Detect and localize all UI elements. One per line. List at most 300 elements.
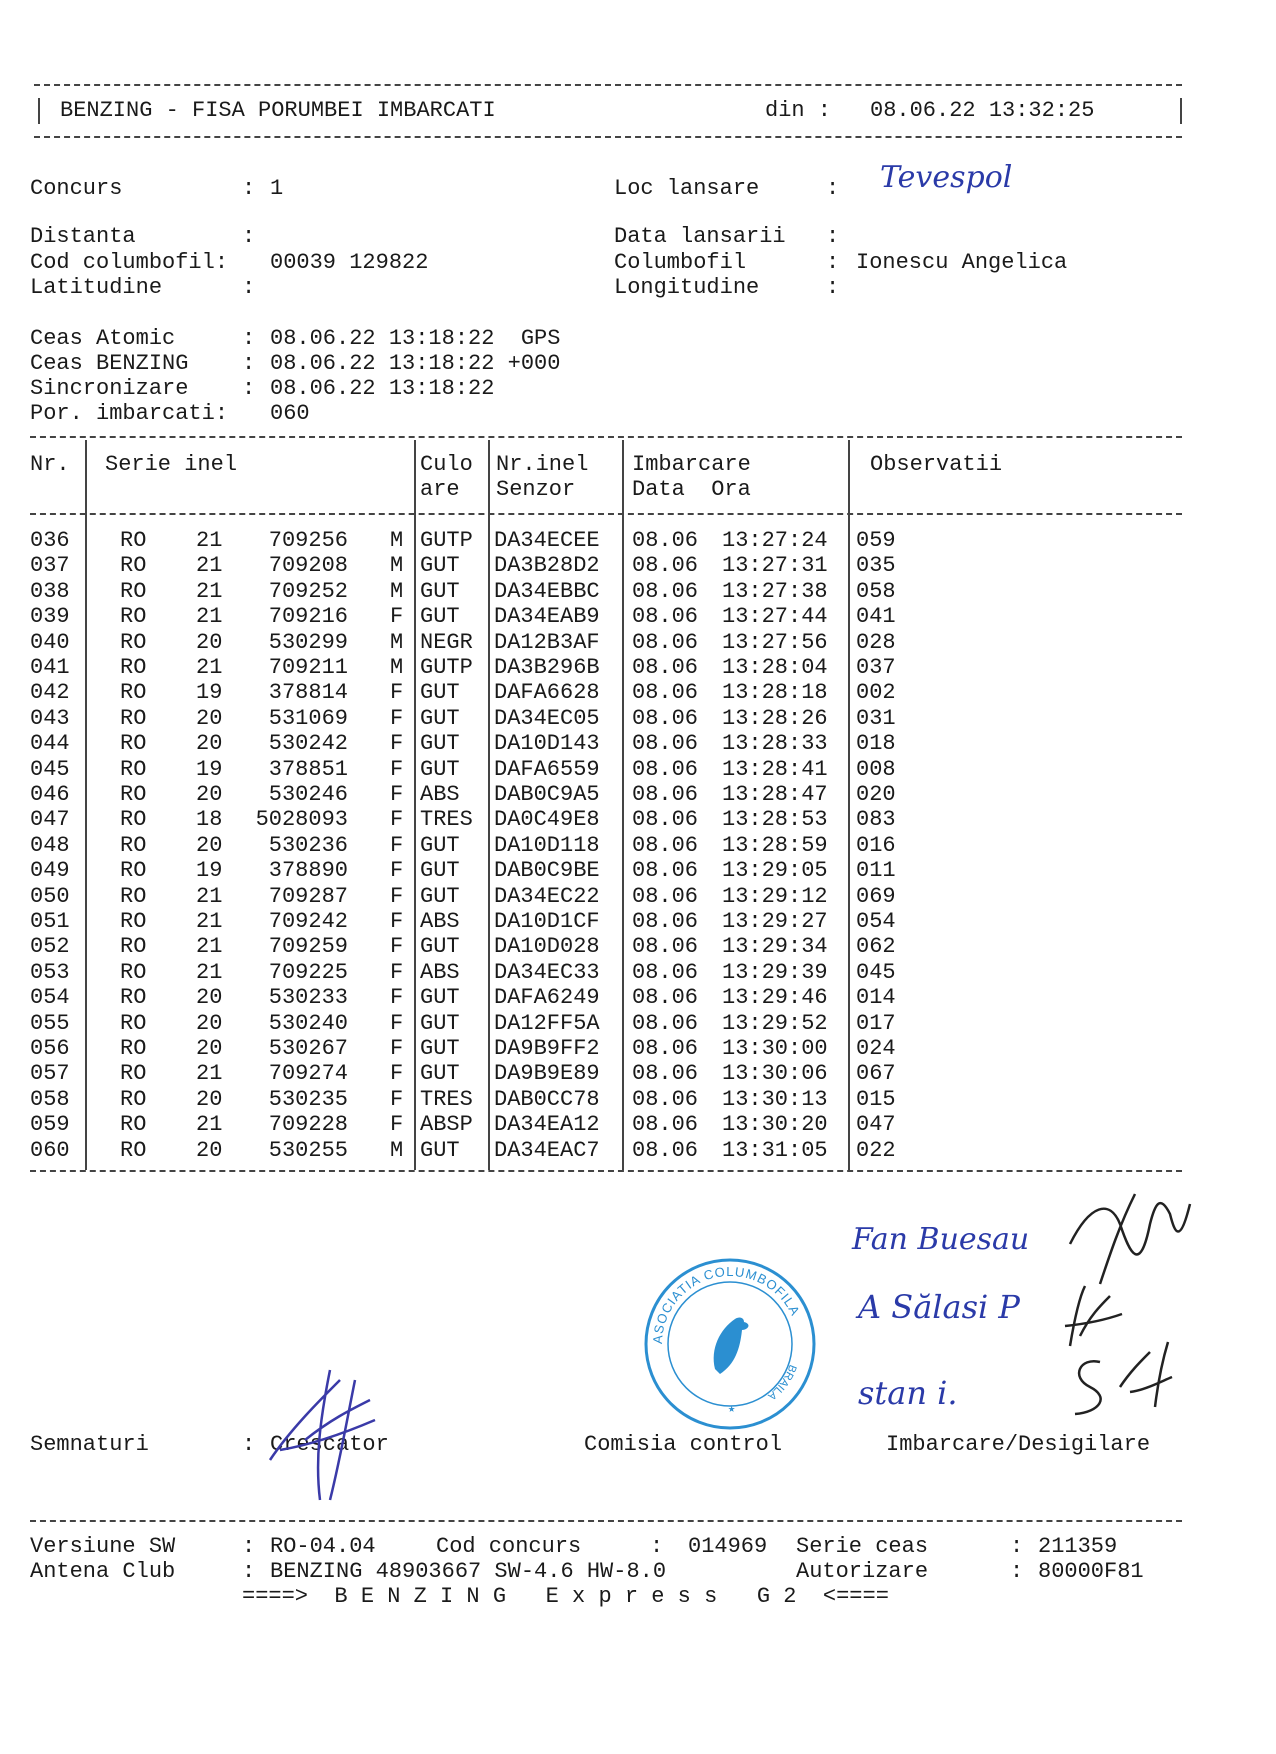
cell-tara: RO <box>120 832 147 858</box>
cell-nr: 048 <box>30 832 70 858</box>
cell-sex: F <box>390 1010 404 1036</box>
cell-senzor: DA12FF5A <box>494 1010 600 1036</box>
cell-ora: 13:28:33 <box>722 731 828 757</box>
cell-obs: 035 <box>856 553 896 579</box>
cell-nr: 036 <box>30 528 70 553</box>
cell-ora: 13:31:05 <box>722 1137 828 1163</box>
cell-sex: F <box>390 1036 404 1061</box>
sincronizare-value: 08.06.22 13:18:22 <box>270 376 495 401</box>
cell-senzor: DA34ECEE <box>494 528 600 553</box>
cell-data: 08.06 <box>632 629 699 655</box>
cell-obs: 031 <box>856 705 896 731</box>
svg-text:★: ★ <box>728 1402 736 1416</box>
por-imbarcati-label: Por. imbarcati: <box>30 401 229 426</box>
cod-columbofil-label: Cod columbofil: <box>30 250 229 275</box>
cell-inel: 530242 <box>268 731 348 757</box>
divider <box>34 84 1182 86</box>
cell-data: 08.06 <box>632 1137 699 1163</box>
cell-sex: F <box>390 1086 404 1112</box>
table-row <box>0 579 1180 604</box>
autorizare-label: Autorizare <box>796 1559 929 1584</box>
cell-inel: 531069 <box>268 705 348 731</box>
cell-data: 08.06 <box>632 680 699 706</box>
table-row <box>0 655 1180 680</box>
cell-culoare: ABSP <box>420 1112 473 1138</box>
cell-an: 21 <box>196 604 223 630</box>
cell-sex: F <box>390 985 404 1011</box>
serie-ceas-value: 211359 <box>1038 1534 1118 1559</box>
cell-obs: 017 <box>856 1010 896 1036</box>
cell-ora: 13:28:41 <box>722 756 828 782</box>
cell-tara: RO <box>120 1061 147 1087</box>
cell-obs: 058 <box>856 578 896 604</box>
cell-an: 20 <box>196 782 223 807</box>
cell-an: 21 <box>196 883 223 909</box>
cell-data: 08.06 <box>632 705 699 731</box>
cell-senzor: DA34EBBC <box>494 578 600 604</box>
columbofil-value: Ionescu Angelica <box>856 250 1068 275</box>
cell-sex: F <box>390 883 404 909</box>
cell-sex: F <box>390 832 404 858</box>
cell-data: 08.06 <box>632 604 699 630</box>
cell-culoare: GUT <box>420 883 460 909</box>
cell-tara: RO <box>120 1112 147 1138</box>
imbarcare-label: Imbarcare/Desigilare <box>886 1432 1151 1457</box>
cell-senzor: DA12B3AF <box>494 629 600 655</box>
cell-sex: M <box>390 629 404 655</box>
cell-sex: F <box>390 934 404 960</box>
ceas-benzing-value: 08.06.22 13:18:22 +000 <box>270 351 561 376</box>
autorizare-value: 80000F81 <box>1038 1559 1144 1584</box>
cell-tara: RO <box>120 578 147 604</box>
cell-culoare: GUT <box>420 985 460 1011</box>
brand-line: ====> B E N Z I N G E x p r e s s G 2 <==== <box>242 1584 889 1609</box>
cell-senzor: DA9B9E89 <box>494 1061 600 1087</box>
cell-inel: 530267 <box>268 1036 348 1061</box>
cod-concurs-label: Cod concurs <box>436 1534 582 1559</box>
cell-inel: 709211 <box>268 655 348 680</box>
cell-obs: 002 <box>856 680 896 706</box>
cell-inel: 378851 <box>268 756 348 782</box>
cell-culoare: GUT <box>420 604 460 630</box>
table-row <box>0 604 1180 629</box>
table-row <box>0 782 1180 807</box>
cell-nr: 053 <box>30 959 70 985</box>
cell-culoare: GUT <box>420 756 460 782</box>
colon: : <box>242 224 256 249</box>
cell-an: 19 <box>196 858 223 884</box>
cell-tara: RO <box>120 807 147 833</box>
cell-obs: 062 <box>856 934 896 960</box>
cell-ora: 13:30:06 <box>722 1061 828 1087</box>
cell-data: 08.06 <box>632 985 699 1011</box>
cell-sex: F <box>390 807 404 833</box>
cell-nr: 037 <box>30 553 70 579</box>
divider <box>30 436 1182 438</box>
table-row <box>0 960 1180 985</box>
cell-culoare: GUT <box>420 680 460 706</box>
divider <box>34 136 1182 138</box>
table-row <box>0 1061 1180 1086</box>
cell-nr: 047 <box>30 807 70 833</box>
cell-sex: M <box>390 553 404 579</box>
divider <box>30 513 1182 515</box>
cell-culoare: GUT <box>420 553 460 579</box>
handwritten-name-1: Fan Buesau <box>852 1222 1030 1257</box>
cell-culoare: GUT <box>420 705 460 731</box>
colon: : <box>242 176 256 201</box>
cell-nr: 051 <box>30 909 70 934</box>
cell-an: 20 <box>196 832 223 858</box>
cell-an: 20 <box>196 1010 223 1036</box>
col-nr: Nr. <box>30 452 70 477</box>
cell-culoare: GUT <box>420 1137 460 1163</box>
cell-obs: 008 <box>856 756 896 782</box>
cell-tara: RO <box>120 934 147 960</box>
cell-tara: RO <box>120 528 147 553</box>
cell-tara: RO <box>120 1086 147 1112</box>
table-row <box>0 934 1180 959</box>
cell-inel: 530240 <box>268 1010 348 1036</box>
cell-culoare: TRES <box>420 807 473 833</box>
cell-an: 21 <box>196 959 223 985</box>
cell-tara: RO <box>120 883 147 909</box>
cell-tara: RO <box>120 909 147 934</box>
cell-culoare: GUT <box>420 1010 460 1036</box>
cod-columbofil-value: 00039 129822 <box>270 250 429 275</box>
ceas-atomic-value: 08.06.22 13:18:22 GPS <box>270 326 561 351</box>
cell-sex: F <box>390 959 404 985</box>
cell-culoare: GUT <box>420 578 460 604</box>
colon: : <box>826 224 840 249</box>
cell-obs: 020 <box>856 782 896 807</box>
cell-sex: F <box>390 782 404 807</box>
cell-data: 08.06 <box>632 1036 699 1061</box>
cell-culoare: GUT <box>420 1061 460 1087</box>
cell-an: 21 <box>196 655 223 680</box>
cell-nr: 042 <box>30 680 70 706</box>
signature-scribble-3 <box>1060 1332 1180 1422</box>
data-lansarii-label: Data lansarii <box>614 224 786 249</box>
cell-data: 08.06 <box>632 1086 699 1112</box>
crescator-label: Crescator <box>270 1432 389 1457</box>
divider <box>1180 98 1182 124</box>
cell-tara: RO <box>120 1137 147 1163</box>
serie-ceas-label: Serie ceas <box>796 1534 929 1559</box>
cell-an: 19 <box>196 756 223 782</box>
cell-tara: RO <box>120 959 147 985</box>
cell-inel: 709259 <box>268 934 348 960</box>
cell-senzor: DA34EC33 <box>494 959 600 985</box>
cell-an: 21 <box>196 1061 223 1087</box>
cell-senzor: DA3B28D2 <box>494 553 600 579</box>
colon: : <box>1010 1559 1024 1584</box>
cell-inel: 709287 <box>268 883 348 909</box>
cell-tara: RO <box>120 985 147 1011</box>
cell-tara: RO <box>120 553 147 579</box>
cell-sex: M <box>390 655 404 680</box>
table-row <box>0 909 1180 934</box>
cell-nr: 055 <box>30 1010 70 1036</box>
cell-ora: 13:28:53 <box>722 807 828 833</box>
handwritten-name-2: A Sălasi P <box>858 1288 1020 1326</box>
cell-culoare: GUT <box>420 934 460 960</box>
cell-data: 08.06 <box>632 655 699 680</box>
versiune-value: RO-04.04 <box>270 1534 376 1559</box>
cell-obs: 018 <box>856 731 896 757</box>
latitudine-label: Latitudine <box>30 275 163 300</box>
cell-data: 08.06 <box>632 553 699 579</box>
cell-sex: F <box>390 756 404 782</box>
colon: : <box>242 1559 256 1584</box>
loc-lansare-label: Loc lansare <box>614 176 760 201</box>
din-label: din : <box>765 98 832 123</box>
table-row <box>0 553 1180 578</box>
cell-an: 21 <box>196 528 223 553</box>
cell-tara: RO <box>120 858 147 884</box>
cell-inel: 709225 <box>268 959 348 985</box>
cell-tara: RO <box>120 705 147 731</box>
colon: : <box>242 275 256 300</box>
ceas-benzing-label: Ceas BENZING <box>30 351 189 376</box>
col-data-ora: Data Ora <box>632 477 751 502</box>
colon: : <box>1010 1534 1024 1559</box>
col-senzor: Senzor <box>496 477 576 502</box>
cell-senzor: DA0C49E8 <box>494 807 600 833</box>
cell-ora: 13:30:00 <box>722 1036 828 1061</box>
cell-ora: 13:28:04 <box>722 655 828 680</box>
cell-senzor: DAFA6249 <box>494 985 600 1011</box>
club-stamp <box>640 1254 820 1434</box>
cell-nr: 058 <box>30 1086 70 1112</box>
cell-obs: 067 <box>856 1061 896 1087</box>
table-row <box>0 884 1180 909</box>
cell-ora: 13:29:34 <box>722 934 828 960</box>
cell-nr: 049 <box>30 858 70 884</box>
cell-inel: 378890 <box>268 858 348 884</box>
table-row <box>0 706 1180 731</box>
cell-obs: 041 <box>856 604 896 630</box>
cell-inel: 378814 <box>268 680 348 706</box>
cell-nr: 060 <box>30 1137 70 1163</box>
cell-nr: 052 <box>30 934 70 960</box>
cell-ora: 13:29:12 <box>722 883 828 909</box>
cell-tara: RO <box>120 731 147 757</box>
cell-an: 21 <box>196 909 223 934</box>
cell-tara: RO <box>120 1010 147 1036</box>
cell-nr: 044 <box>30 731 70 757</box>
cell-nr: 041 <box>30 655 70 680</box>
cell-nr: 045 <box>30 756 70 782</box>
col-culoare-2: are <box>420 477 460 502</box>
cell-culoare: GUT <box>420 858 460 884</box>
cell-obs: 015 <box>856 1086 896 1112</box>
cell-data: 08.06 <box>632 782 699 807</box>
cell-sex: F <box>390 705 404 731</box>
cell-data: 08.06 <box>632 832 699 858</box>
table-row <box>0 680 1180 705</box>
cell-inel: 709228 <box>268 1112 348 1138</box>
cell-senzor: DA34EC22 <box>494 883 600 909</box>
cell-inel: 709242 <box>268 909 348 934</box>
cell-culoare: GUT <box>420 1036 460 1061</box>
cell-inel: 709256 <box>268 528 348 553</box>
cell-inel: 709216 <box>268 604 348 630</box>
cell-ora: 13:29:46 <box>722 985 828 1011</box>
cell-inel: 530246 <box>268 782 348 807</box>
divider <box>30 1170 1182 1172</box>
cell-ora: 13:29:27 <box>722 909 828 934</box>
versiune-label: Versiune SW <box>30 1534 176 1559</box>
cell-senzor: DA10D118 <box>494 832 600 858</box>
col-observatii: Observatii <box>870 452 1003 477</box>
cell-ora: 13:29:52 <box>722 1010 828 1036</box>
cell-an: 21 <box>196 553 223 579</box>
table-row <box>0 858 1180 883</box>
cell-obs: 011 <box>856 858 896 884</box>
cell-obs: 045 <box>856 959 896 985</box>
cell-obs: 047 <box>856 1112 896 1138</box>
cell-inel: 709274 <box>268 1061 348 1087</box>
col-imbarcare: Imbarcare <box>632 452 751 477</box>
pigeon-icon <box>714 1318 749 1374</box>
cell-nr: 054 <box>30 985 70 1011</box>
cell-obs: 022 <box>856 1137 896 1163</box>
crescator-signature <box>260 1360 390 1510</box>
cell-ora: 13:27:56 <box>722 629 828 655</box>
cell-inel: 530233 <box>268 985 348 1011</box>
cell-inel: 530235 <box>268 1086 348 1112</box>
antena-label: Antena Club <box>30 1559 176 1584</box>
cell-nr: 040 <box>30 629 70 655</box>
cell-an: 20 <box>196 705 223 731</box>
table-row <box>0 528 1180 553</box>
cell-ora: 13:28:47 <box>722 782 828 807</box>
comisia-label: Comisia control <box>584 1432 783 1457</box>
cell-inel: 709208 <box>268 553 348 579</box>
cell-senzor: DA10D1CF <box>494 909 600 934</box>
antena-value: BENZING 48903667 SW-4.6 HW-8.0 <box>270 1559 667 1584</box>
table-row <box>0 731 1180 756</box>
cell-inel: 530255 <box>268 1137 348 1163</box>
table-row <box>0 833 1180 858</box>
cell-obs: 083 <box>856 807 896 833</box>
cell-ora: 13:27:24 <box>722 528 828 553</box>
cell-inel: 5028093 <box>255 807 348 833</box>
cell-data: 08.06 <box>632 909 699 934</box>
cell-sex: F <box>390 909 404 934</box>
col-nrinel: Nr.inel <box>496 452 589 477</box>
loc-lansare-value: Tevespol <box>880 160 1013 195</box>
cell-ora: 13:27:31 <box>722 553 828 579</box>
cell-an: 20 <box>196 731 223 757</box>
concurs-label: Concurs <box>30 176 123 201</box>
cell-data: 08.06 <box>632 756 699 782</box>
table-row <box>0 807 1180 832</box>
divider <box>38 98 40 124</box>
cell-culoare: ABS <box>420 909 460 934</box>
colon: : <box>826 275 840 300</box>
table-row <box>0 1138 1180 1163</box>
cell-obs: 028 <box>856 629 896 655</box>
cell-sex: F <box>390 731 404 757</box>
cell-sex: F <box>390 680 404 706</box>
colon: : <box>650 1534 664 1559</box>
cell-an: 20 <box>196 985 223 1011</box>
cell-an: 21 <box>196 578 223 604</box>
cell-sex: F <box>390 858 404 884</box>
colon: : <box>242 1432 256 1457</box>
cell-ora: 13:28:18 <box>722 680 828 706</box>
cell-sex: M <box>390 528 404 553</box>
cell-tara: RO <box>120 680 147 706</box>
cell-senzor: DA10D028 <box>494 934 600 960</box>
cell-senzor: DA34EA12 <box>494 1112 600 1138</box>
cell-tara: RO <box>120 1036 147 1061</box>
page-title: BENZING - FISA PORUMBEI IMBARCATI <box>60 98 496 123</box>
cell-nr: 059 <box>30 1112 70 1138</box>
cell-senzor: DA34EAC7 <box>494 1137 600 1163</box>
table-row <box>0 757 1180 782</box>
handwritten-name-3: stan i. <box>858 1374 958 1412</box>
table-row <box>0 1112 1180 1137</box>
cell-an: 18 <box>196 807 223 833</box>
cell-data: 08.06 <box>632 1010 699 1036</box>
cell-obs: 014 <box>856 985 896 1011</box>
cell-data: 08.06 <box>632 858 699 884</box>
cell-data: 08.06 <box>632 1112 699 1138</box>
cell-data: 08.06 <box>632 959 699 985</box>
cell-obs: 059 <box>856 528 896 553</box>
cell-senzor: DA10D143 <box>494 731 600 757</box>
cell-senzor: DAB0CC78 <box>494 1086 600 1112</box>
cell-an: 20 <box>196 1137 223 1163</box>
stamp-text: ASOCIATIA COLUMBOFILA <box>649 1263 804 1345</box>
cell-culoare: ABS <box>420 782 460 807</box>
cell-tara: RO <box>120 604 147 630</box>
cell-tara: RO <box>120 629 147 655</box>
cell-obs: 016 <box>856 832 896 858</box>
cell-sex: F <box>390 604 404 630</box>
cell-tara: RO <box>120 756 147 782</box>
cell-an: 20 <box>196 629 223 655</box>
cell-senzor: DAFA6559 <box>494 756 600 782</box>
cell-senzor: DA34EC05 <box>494 705 600 731</box>
cell-nr: 050 <box>30 883 70 909</box>
cell-an: 20 <box>196 1086 223 1112</box>
colon: : <box>242 376 256 401</box>
cell-culoare: NEGR <box>420 629 473 655</box>
cell-sex: M <box>390 578 404 604</box>
cell-sex: F <box>390 1061 404 1087</box>
cell-ora: 13:27:44 <box>722 604 828 630</box>
cell-ora: 13:30:20 <box>722 1112 828 1138</box>
cell-data: 08.06 <box>632 528 699 553</box>
cell-nr: 046 <box>30 782 70 807</box>
cell-nr: 039 <box>30 604 70 630</box>
cell-culoare: GUT <box>420 832 460 858</box>
cell-senzor: DA3B296B <box>494 655 600 680</box>
cell-ora: 13:28:26 <box>722 705 828 731</box>
cell-senzor: DAB0C9BE <box>494 858 600 884</box>
col-culoare: Culo <box>420 452 473 477</box>
cell-ora: 13:27:38 <box>722 578 828 604</box>
cell-ora: 13:29:39 <box>722 959 828 985</box>
cell-an: 21 <box>196 1112 223 1138</box>
colon: : <box>242 351 256 376</box>
cell-culoare: GUTP <box>420 655 473 680</box>
cell-senzor: DAB0C9A5 <box>494 782 600 807</box>
